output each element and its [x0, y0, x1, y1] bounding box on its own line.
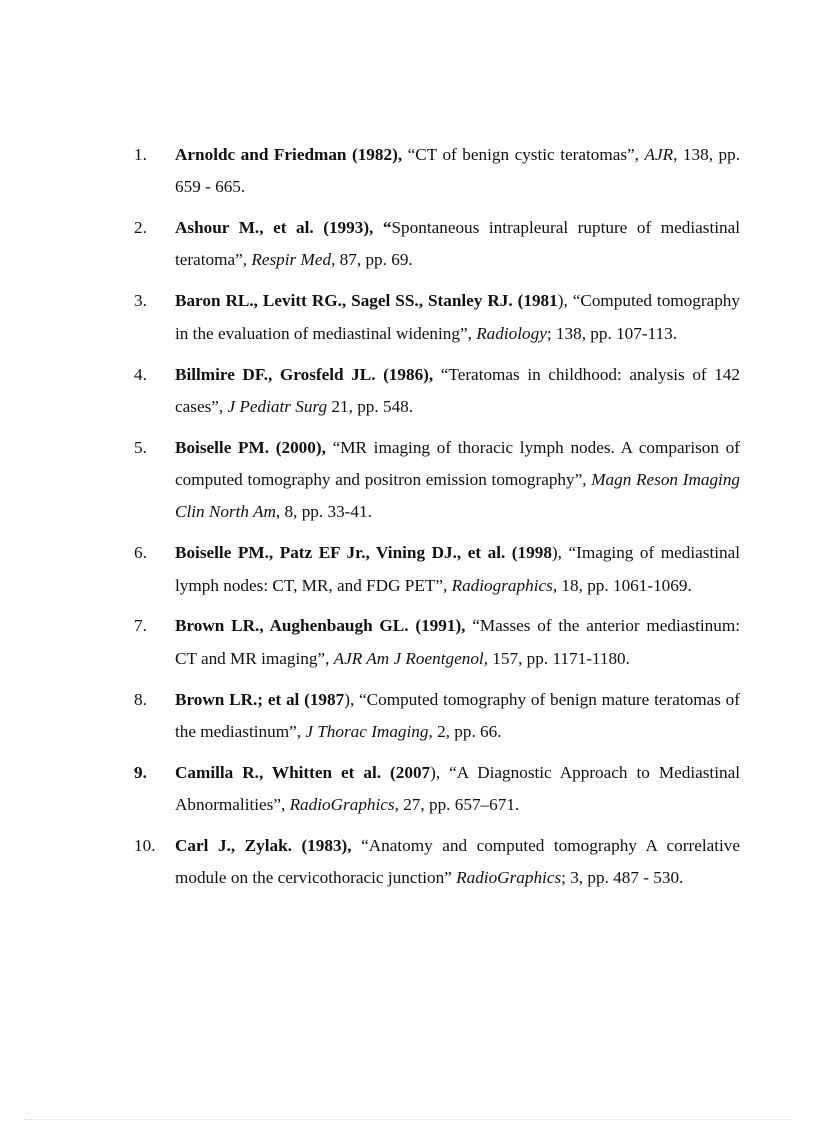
reference-item: [134, 285, 740, 350]
page-bottom-divider: [24, 1119, 792, 1120]
reference-title: ), “Computed tomography in the evaluation of mediastinal widening”,: [175, 291, 740, 343]
reference-details: 87, pp. 69.: [335, 250, 413, 270]
reference-journal: J Thorac Imaging: [305, 721, 429, 741]
reference-item: [134, 139, 740, 204]
reference-authors: Brown LR., Aughenbaugh GL. (1991),: [175, 616, 466, 636]
reference-journal: Magn Reson Imaging Clin North Am: [175, 470, 741, 522]
reference-number: 4.: [134, 364, 147, 384]
reference-number: 3.: [134, 291, 147, 311]
reference-authors: Arnoldc and Friedman (1982),: [175, 145, 403, 164]
reference-details: , 157, pp. 1171-1180.: [483, 648, 630, 668]
reference-journal: Radiology: [476, 323, 547, 343]
reference-title: ), “Imaging of mediastinal lymph nodes: CT, MR, and FDG PET”,: [175, 543, 741, 595]
reference-authors: Ashour M., et al. (1993), “: [175, 218, 392, 238]
reference-journal: AJR Am J Roentgenol: [333, 648, 484, 668]
reference-authors: Boiselle PM. (2000),: [175, 437, 326, 457]
reference-title: ), “A Diagnostic Approach to Mediastinal Abnormalities”,: [175, 762, 740, 815]
reference-title: “Teratomas in childhood: analysis of 142 cases”,: [175, 364, 740, 416]
reference-details: , 2, pp. 66.: [428, 721, 502, 741]
reference-authors: Carl J., Zylak. (1983),: [175, 835, 352, 855]
reference-details: , 27, pp. 657–671.: [394, 795, 520, 815]
reference-journal: Respir Med,: [251, 250, 336, 270]
reference-title: “MR imaging of thoracic lymph nodes. A comparison of computed tomography and positron emission tomography”,: [175, 437, 740, 490]
reference-item: [134, 212, 740, 277]
reference-authors: Billmire DF., Grosfeld JL. (1986),: [175, 364, 434, 384]
reference-list: [134, 139, 740, 903]
reference-authors: Brown LR.; et al (1987: [175, 689, 345, 709]
reference-title: “Masses of the anterior mediastinum: CT and MR imaging”,: [175, 616, 740, 668]
reference-number: 6.: [134, 543, 147, 563]
reference-item: [134, 830, 740, 895]
reference-number: 9.: [134, 762, 147, 782]
reference-number: 10.: [134, 835, 156, 855]
reference-item: [134, 359, 740, 424]
reference-journal: RadioGraphics: [289, 795, 395, 815]
reference-item: [134, 537, 740, 602]
reference-authors: Baron RL., Levitt RG., Sagel SS., Stanley RJ. (1981: [175, 291, 558, 311]
reference-number: 5.: [134, 437, 147, 457]
reference-number: 8.: [134, 689, 147, 709]
reference-journal: AJR: [644, 145, 674, 164]
reference-number: 1.: [134, 145, 147, 164]
reference-title: Spontaneous intrapleural rupture of mediastinal teratoma”,: [175, 218, 740, 270]
reference-item: [134, 610, 740, 675]
reference-details: ; 138, pp. 107-113.: [546, 323, 678, 343]
reference-journal: J Pediatr Surg: [227, 396, 328, 416]
reference-details: , 18, pp. 1061-1069.: [552, 575, 692, 595]
reference-details: , 138, pp. 659 - 665.: [175, 145, 741, 197]
reference-item: [134, 684, 740, 749]
reference-title: “CT of benign cystic teratomas”,: [402, 145, 645, 164]
reference-details: ; 3, pp. 487 - 530.: [561, 868, 684, 888]
reference-number: 2.: [134, 218, 147, 238]
reference-item: [134, 432, 740, 529]
reference-title: ), “Computed tomography of benign mature teratomas of the mediastinum”,: [175, 689, 740, 741]
reference-details: , 8, pp. 33-41.: [275, 502, 372, 522]
reference-journal: Radiographics: [451, 575, 553, 595]
reference-details: 21, pp. 548.: [327, 396, 414, 416]
reference-item: [134, 757, 740, 822]
reference-title: “Anatomy and computed tomography A correlative module on the cervicothoracic junction”: [175, 835, 740, 888]
reference-number: 7.: [134, 616, 147, 636]
reference-authors: Camilla R., Whitten et al. (2007: [175, 762, 431, 782]
reference-journal: RadioGraphics: [456, 868, 562, 888]
reference-authors: Boiselle PM., Patz EF Jr., Vining DJ., et al. (1998: [175, 543, 552, 563]
